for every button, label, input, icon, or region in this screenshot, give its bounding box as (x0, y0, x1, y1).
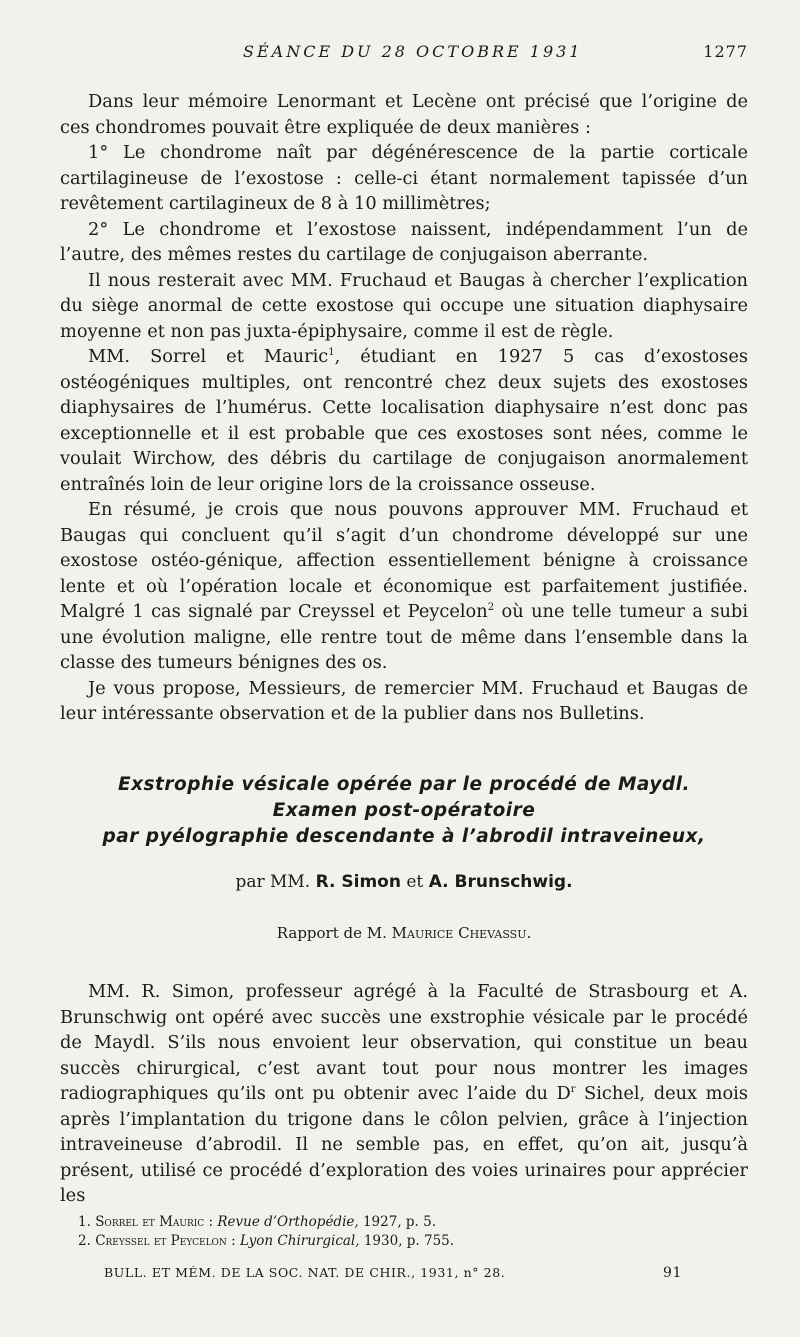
rapport-line (60, 924, 748, 942)
title-line: Examen post-opératoire (272, 800, 536, 821)
journal-citation: BULL. ET MÉM. DE LA SOC. NAT. DE CHIR., 1931, n° 28. (104, 1265, 506, 1280)
footnote-journal: Revue d’Orthopédie, (217, 1214, 359, 1230)
title-line: par pyélographie descendante à l’abrodil intraveineux, (102, 826, 706, 847)
paragraph: Dans leur mémoire Lenormant et Lecène ont précisé que l’origine de ces chondromes pouvait être expliquée de deux manières : (60, 91, 748, 138)
title-line: Exstrophie vésicale opérée par le procédé de Maydl. (117, 774, 691, 795)
footnote-reference: 1930, p. 755. (363, 1233, 455, 1249)
authors-and: et (406, 872, 424, 892)
paragraph-text: , étudiant en 1927 5 cas d’exostoses ostéogéniques multiples, ont rencontré chez deux sujets des exostoses diaphysaires de l’humérus. Cette localisation diaphysaire n’est donc pas exceptionnelle et il est probable que ces exostoses sont nées, comme le voulait Wirchow, des débris du cartilage de conjugaison anormalement entraînés loin de leur origine lors de la croissance osseuse. (60, 346, 748, 495)
signature-mark: 91 (662, 1265, 682, 1281)
footnote-2 (78, 1232, 748, 1251)
page-footer (104, 1265, 682, 1280)
paragraph-text: MM. Sorrel et Mauric (88, 346, 329, 367)
paragraph-text: Sichel, deux mois après l’implantation du trigone dans le côlon pelvien, grâce à l’injection intraveineuse d’abrodil. Il ne semble pas, en effet, qu’on ait, jusqu’à présent, utilisé ce procédé d’exploration des voies urinaires pour apprécier les (60, 1083, 748, 1206)
footnote-ref-2: 2 (487, 602, 495, 614)
rapporteur-name: Maurice Chevassu. (391, 924, 532, 942)
author-name: R. Simon (315, 872, 401, 892)
paragraph-text: où une telle tumeur a subi une évolution maligne, elle rentre tout de même dans l’ensemble dans la classe des tumeurs bénignes des os. (60, 601, 749, 673)
superscript: r (570, 1084, 576, 1096)
paragraph: 1° Le chondrome naît par dégénérescence de la partie corticale cartilagineuse de l’exostose : celle-ci étant normalement tapissée d’un revêtement cartilagineux de 8 à 10 millimètres; (60, 142, 748, 214)
report-body-1 (60, 89, 748, 727)
footnote-authors: Sorrel et Mauric : (95, 1214, 214, 1230)
paragraph (60, 979, 748, 1209)
report-body-2 (60, 979, 748, 1209)
paragraph (60, 344, 748, 497)
paragraph-text: MM. R. Simon, professeur agrégé à la Faculté de Strasbourg et A. Brunschwig ont opéré avec succès une exstrophie vésicale par le procédé de Maydl. S’ils nous envoient leur observation, qui constitue un beau succès chirurgical, c’est avant tout pour nous montrer les images radiographiques qu’ils ont pu obtenir avec l’aide du D (60, 981, 748, 1104)
paragraph: 2° Le chondrome et l’exostose naissent, indépendamment l’un de l’autre, des mêmes restes du cartilage de conjugaison aberrante. (60, 218, 748, 265)
footnote-1 (78, 1213, 748, 1232)
article-authors (60, 872, 748, 892)
running-title: SÉANCE DU 28 OCTOBRE 1931 (243, 42, 583, 61)
footnotes (78, 1213, 748, 1251)
paragraph (60, 497, 748, 676)
footnote-number: 2. (78, 1233, 91, 1249)
paragraph-text: En résumé, je crois que nous pouvons approuver MM. Fruchaud et Baugas qui concluent qu’il s’agit d’un chondrome développé sur une exostose ostéo-génique, affection essentiellement bénigne à croissance lente et où l’opération locale et économique est parfaitement justifiée. Malgré 1 cas signalé par Creyssel et Peycelon (60, 499, 748, 622)
article-title (60, 772, 748, 850)
author-name: A. Brunschwig. (428, 872, 573, 892)
footnote-ref-1: 1 (328, 347, 335, 359)
footnote-authors: Creyssel et Peycelon : (95, 1233, 236, 1249)
rapport-prefix: Rapport de M. (276, 924, 387, 942)
footnote-journal: Lyon Chirurgical, (239, 1233, 360, 1249)
footnote-number: 1. (78, 1214, 91, 1230)
paragraph: Il nous resterait avec MM. Fruchaud et Baugas à chercher l’explication du siège anormal de cette exostose qui occupe une situation diaphysaire moyenne et non pas juxta-épiphysaire, comme il est de règle. (60, 269, 748, 342)
running-header (88, 40, 748, 66)
paragraph: Je vous propose, Messieurs, de remercier MM. Fruchaud et Baugas de leur intéressante observation et de la publier dans nos Bulletins. (60, 677, 748, 724)
page-number: 1277 (703, 42, 748, 61)
footnote-reference: 1927, p. 5. (362, 1214, 437, 1230)
authors-prefix: par MM. (235, 872, 311, 892)
